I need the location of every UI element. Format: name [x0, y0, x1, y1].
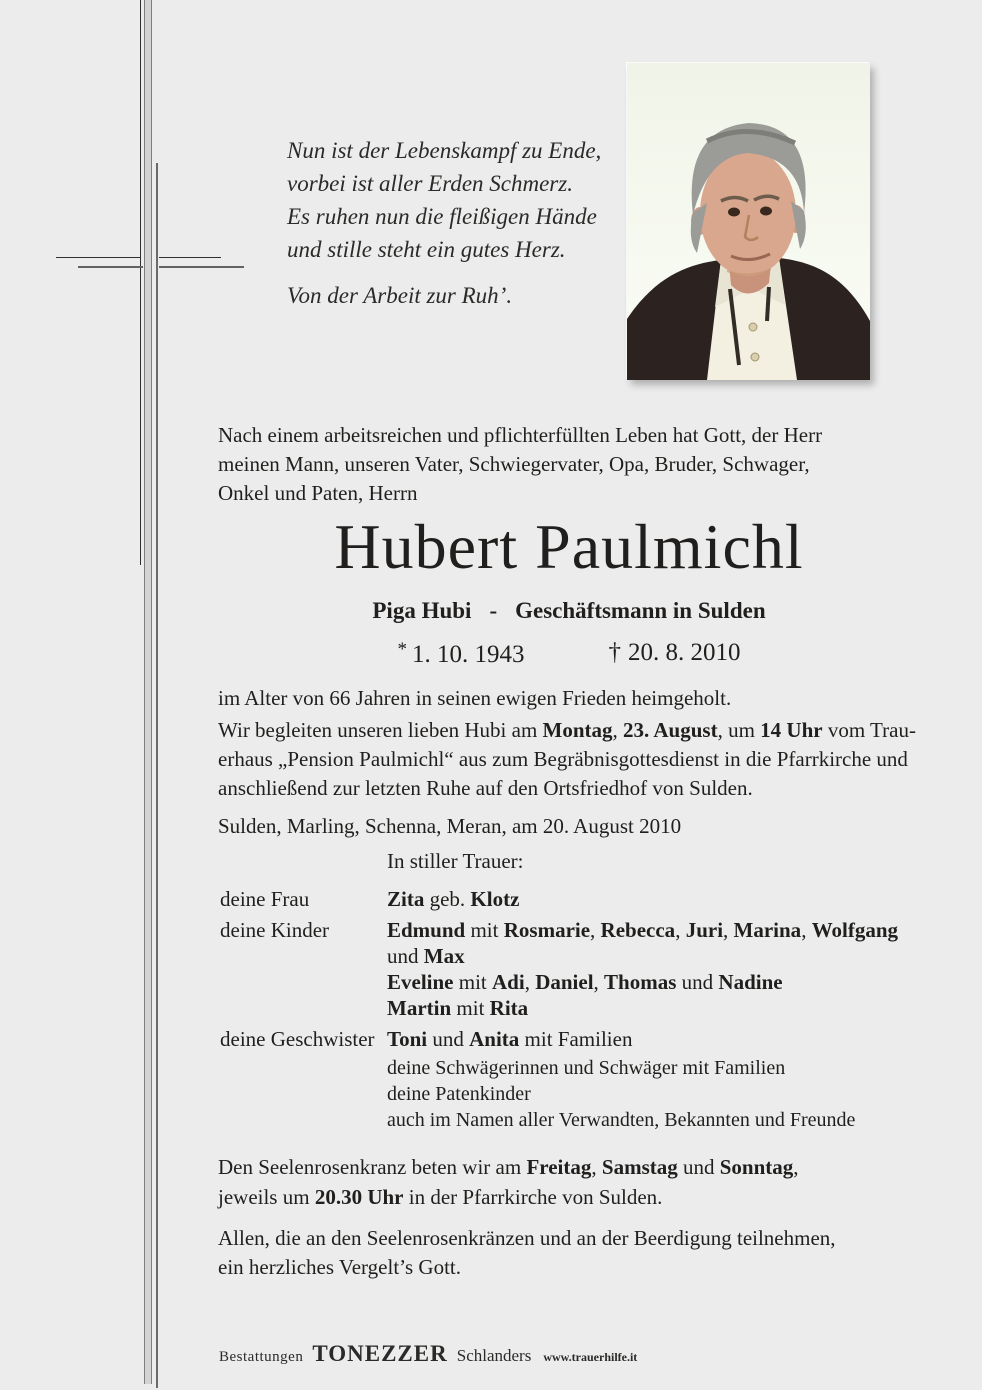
intro-line: meinen Mann, unseren Vater, Schwiegervater, Opa, Bruder, Schwager, [218, 452, 810, 476]
funeral-home-footer [219, 1341, 637, 1367]
mourner-names-line: und Max [387, 944, 465, 968]
cross-horizontal-upper-right [159, 257, 221, 258]
mourner-names-line: Martin mit Rita [387, 996, 529, 1020]
cross-vertical-line-main [144, 0, 152, 1384]
rosary-line: jeweils um 20.30 Uhr in der Pfarrkirche von Sulden. [218, 1185, 663, 1209]
deceased-name: Hubert Paulmichl [334, 511, 804, 582]
rosary-paragraph [218, 1152, 799, 1212]
intro-line: Nach einem arbeitsreichen und pflichterfüllten Leben hat Gott, der Herr [218, 423, 823, 447]
mourner-label: deine Geschwister [220, 1027, 375, 1051]
birth-date [398, 639, 525, 669]
age-line: im Alter von 66 Jahren in seinen ewigen Frieden heimgeholt. [218, 686, 732, 710]
funeral-home-brand: TONEZZER [312, 1341, 448, 1366]
announcement-line: erhaus „Pension Paulmichl“ aus zum Begräbnisgottesdienst in die Pfarrkirche und [218, 747, 908, 771]
additional-mourners [387, 1055, 855, 1133]
mourner-names-line: Eveline mit Adi, Daniel, Thomas und Nadine [387, 970, 783, 994]
additional-mourner-line: deine Schwägerinnen und Schwäger mit Familien [387, 1057, 786, 1079]
mourners-list [220, 886, 947, 1052]
funeral-home-prefix: Bestattungen [219, 1349, 304, 1365]
mourner-names [387, 886, 947, 912]
funeral-announcement [218, 716, 916, 803]
life-dates [218, 639, 920, 669]
poem-line: Nun ist der Lebenskampf zu Ende, [287, 138, 602, 163]
portrait-illustration [627, 63, 870, 380]
thanks-paragraph [218, 1224, 836, 1282]
cross-horizontal-lower-left [78, 266, 143, 268]
funeral-home-location: Schlanders [456, 1346, 532, 1365]
announcement-line: anschließend zur letzten Ruhe auf den Ortsfriedhof von Sulden. [218, 776, 753, 800]
additional-mourner-line: auch im Namen aller Verwandten, Bekannten und Freunde [387, 1109, 856, 1131]
mourner-names-line: Toni und Anita mit Familien [387, 1027, 633, 1051]
birth-star-icon: * [397, 639, 407, 660]
mourner-names [387, 917, 947, 1021]
intro-paragraph [218, 421, 822, 508]
mourning-heading: In stiller Trauer: [387, 849, 524, 873]
mourner-label: deine Frau [220, 887, 310, 911]
poem-line: Es ruhen nun die fleißigen Hände [287, 204, 597, 229]
cross-horizontal-lower-right [159, 266, 244, 268]
subtitle-separator: - [489, 598, 498, 623]
poem [287, 134, 601, 312]
death-date [609, 639, 741, 669]
additional-mourner-line: deine Patenkinder [387, 1083, 531, 1105]
mourner-label: deine Kinder [220, 918, 330, 942]
poem-lines [287, 134, 601, 266]
rosary-line: Den Seelenrosenkranz beten wir am Freitag, Samstag und Sonntag, [218, 1155, 799, 1179]
mourner-names-line: Edmund mit Rosmarie, Rebecca, Juri, Marina, Wolfgang [387, 918, 899, 942]
cross-vertical-line-left [140, 0, 141, 565]
poem-closing: Von der Arbeit zur Ruh’. [287, 283, 513, 308]
intro-line: Onkel und Paten, Herrn [218, 481, 418, 505]
birth-date-value: 1. 10. 1943 [412, 641, 525, 668]
mourner-names-line: Zita geb. Klotz [387, 887, 520, 911]
cross-vertical-line-right [156, 163, 158, 1388]
poem-line: vorbei ist aller Erden Schmerz. [287, 171, 573, 196]
thanks-line: Allen, die an den Seelenrosenkränzen und an der Beerdigung teilnehmen, [218, 1226, 836, 1250]
death-date-value: 20. 8. 2010 [628, 639, 741, 666]
deceased-profession: Geschäftsmann in Sulden [515, 598, 766, 623]
mourner-names [387, 1026, 947, 1052]
announcement-line: Wir begleiten unseren lieben Hubi am Montag, 23. August, um 14 Uhr vom Trau- [218, 718, 916, 742]
deceased-subtitle [218, 598, 920, 624]
cross-horizontal-upper-left [56, 257, 140, 258]
deceased-nickname: Piga Hubi [372, 598, 472, 623]
portrait-photo [627, 63, 870, 380]
funeral-home-website: www.trauerhilfe.it [543, 1350, 638, 1364]
place-date-line: Sulden, Marling, Schenna, Meran, am 20. August 2010 [218, 814, 682, 838]
death-dagger-icon: † [608, 639, 621, 666]
poem-line: und stille steht ein gutes Herz. [287, 237, 566, 262]
thanks-line: ein herzliches Vergelt’s Gott. [218, 1255, 461, 1279]
